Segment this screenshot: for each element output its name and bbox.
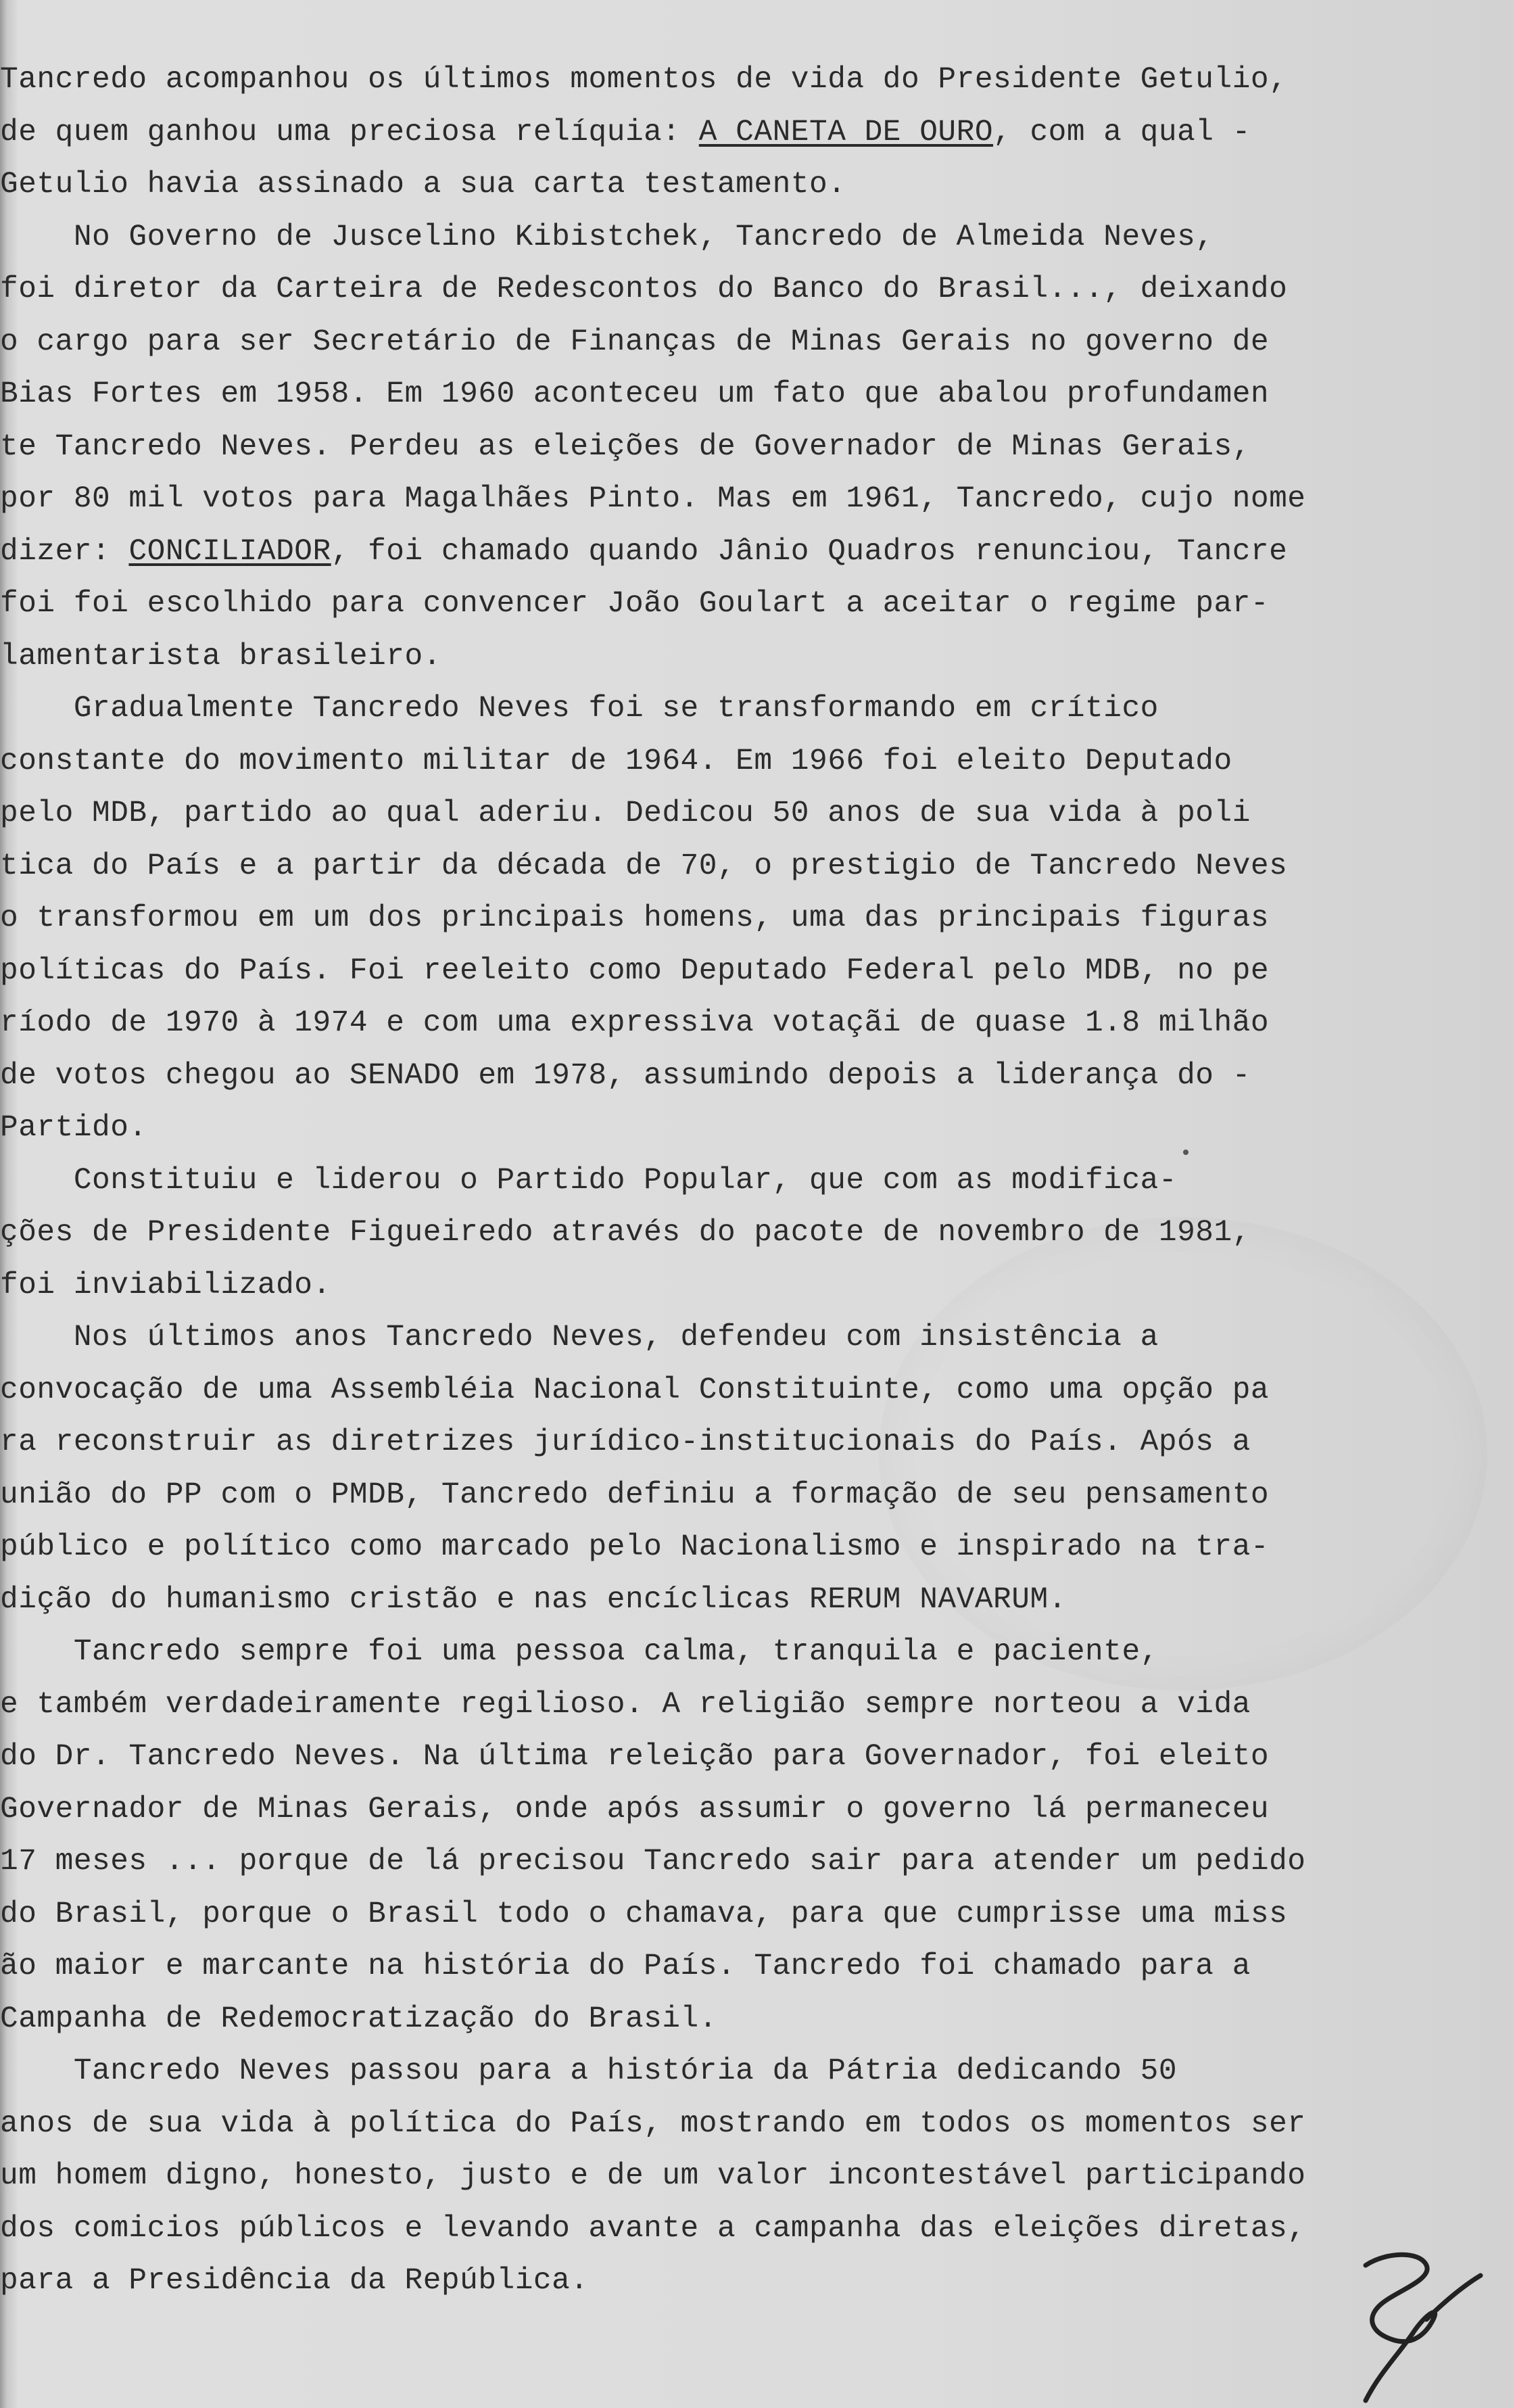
text-line: te Tancredo Neves. Perdeu as eleições de Governador de Minas Gerais, (0, 429, 1251, 464)
text-line: Governador de Minas Gerais, onde após assumir o governo lá permaneceu (0, 1792, 1270, 1826)
text-line: Constituiu e liderou o Partido Popular, que com as modifica- (0, 1163, 1178, 1198)
text-line: constante do movimento militar de 1964. Em 1966 foi eleito Deputado (0, 744, 1232, 778)
text-line: pelo MDB, partido ao qual aderiu. Dedicou 50 anos de sua vida à poli (0, 797, 1251, 830)
text-line: ções de Presidente Figueiredo através do pacote de novembro de 1981, (0, 1216, 1251, 1250)
typewritten-text (0, 54, 1504, 2308)
text-line: do Brasil, porque o Brasil todo o chamava, para que cumprisse uma miss (0, 1897, 1288, 1931)
text-line: foi foi escolhido para convencer João Goulart a aceitar o regime par- (0, 587, 1270, 621)
text-line: ão maior e marcante na história do País. Tancredo foi chamado para a (0, 1950, 1251, 1983)
text-line: o cargo para ser Secretário de Finanças de Minas Gerais no governo de (0, 325, 1270, 359)
text-line: 17 meses ... porque de lá precisou Tancredo sair para atender um pedido (0, 1845, 1306, 1879)
text-line: No Governo de Juscelino Kibistchek, Tancredo de Almeida Neves, (0, 220, 1214, 254)
text-line: Nos últimos anos Tancredo Neves, defendeu com insistência a (0, 1321, 1159, 1354)
text-line: foi diretor da Carteira de Redescontos do Banco do Brasil..., deixando (0, 273, 1288, 306)
text-line: Getulio havia assinado a sua carta testamento. (0, 168, 846, 202)
text-line: união do PP com o PMDB, Tancredo definiu a formação de seu pensamento (0, 1478, 1270, 1512)
text-line: público e político como marcado pelo Nacionalismo e inspirado na tra- (0, 1530, 1270, 1564)
text-line: e também verdadeiramente regilioso. A religião sempre norteou a vida (0, 1687, 1251, 1722)
text-line: tica do País e a partir da década de 70, o prestigio de Tancredo Neves (0, 849, 1288, 883)
text-line: Tancredo sempre foi uma pessoa calma, tranquila e paciente, (0, 1635, 1159, 1669)
text-line: Bias Fortes em 1958. Em 1960 aconteceu um fato que abalou profundamen (0, 377, 1270, 411)
text-line: Gradualmente Tancredo Neves foi se transformando em crítico (0, 692, 1159, 726)
text-line: de votos chegou ao SENADO em 1978, assumindo depois a liderança do - (0, 1058, 1251, 1093)
text-line: Tancredo acompanhou os últimos momentos de vida do Presidente Getulio, (0, 63, 1288, 97)
text-line: convocação de uma Assembléia Nacional Constituinte, como uma opção pa (0, 1373, 1270, 1407)
text-line: Partido. (0, 1111, 147, 1145)
handwritten-initial-signature (1325, 2238, 1487, 2407)
text-line: foi inviabilizado. (0, 1268, 331, 1302)
text-line: o transformou em um dos principais homens, uma das principais figuras (0, 901, 1270, 935)
text-line: por 80 mil votos para Magalhães Pinto. Mas em 1961, Tancredo, cujo nome (0, 482, 1306, 516)
underlined-text: A CANETA DE OURO (698, 115, 994, 149)
text-line: do Dr. Tancredo Neves. Na última releição para Governador, foi eleito (0, 1740, 1270, 1774)
text-line: Campanha de Redemocratização do Brasil. (0, 2002, 717, 2036)
text-line: lamentarista brasileiro. (0, 639, 441, 674)
text-line: dizer: CONCILIADOR, foi chamado quando Jânio Quadros renunciou, Tancre (0, 534, 1288, 569)
text-line: anos de sua vida à política do País, mostrando em todos os momentos ser (0, 2106, 1306, 2141)
text-line: dição do humanismo cristão e nas encíclicas RERUM NAVARUM. (0, 1582, 1067, 1617)
ink-dot (1183, 1150, 1188, 1155)
text-line: Tancredo Neves passou para a história da Pátria dedicando 50 (0, 2054, 1178, 2088)
text-line: políticas do País. Foi reeleito como Deputado Federal pelo MDB, no pe (0, 953, 1270, 988)
text-line: de quem ganhou uma preciosa relíquia: A CANETA DE OURO, com a qual - (0, 115, 1251, 149)
text-line: dos comicios públicos e levando avante a campanha das eleições diretas, (0, 2211, 1306, 2246)
text-line: um homem digno, honesto, justo e de um valor incontestável participando (0, 2159, 1306, 2193)
underlined-text: CONCILIADOR (128, 534, 331, 569)
text-line: ra reconstruir as diretrizes jurídico-institucionais do País. Após a (0, 1425, 1251, 1459)
text-line: ríodo de 1970 à 1974 e com uma expressiva votaçãi de quase 1.8 milhão (0, 1006, 1270, 1040)
text-line: para a Presidência da República. (0, 2264, 589, 2298)
